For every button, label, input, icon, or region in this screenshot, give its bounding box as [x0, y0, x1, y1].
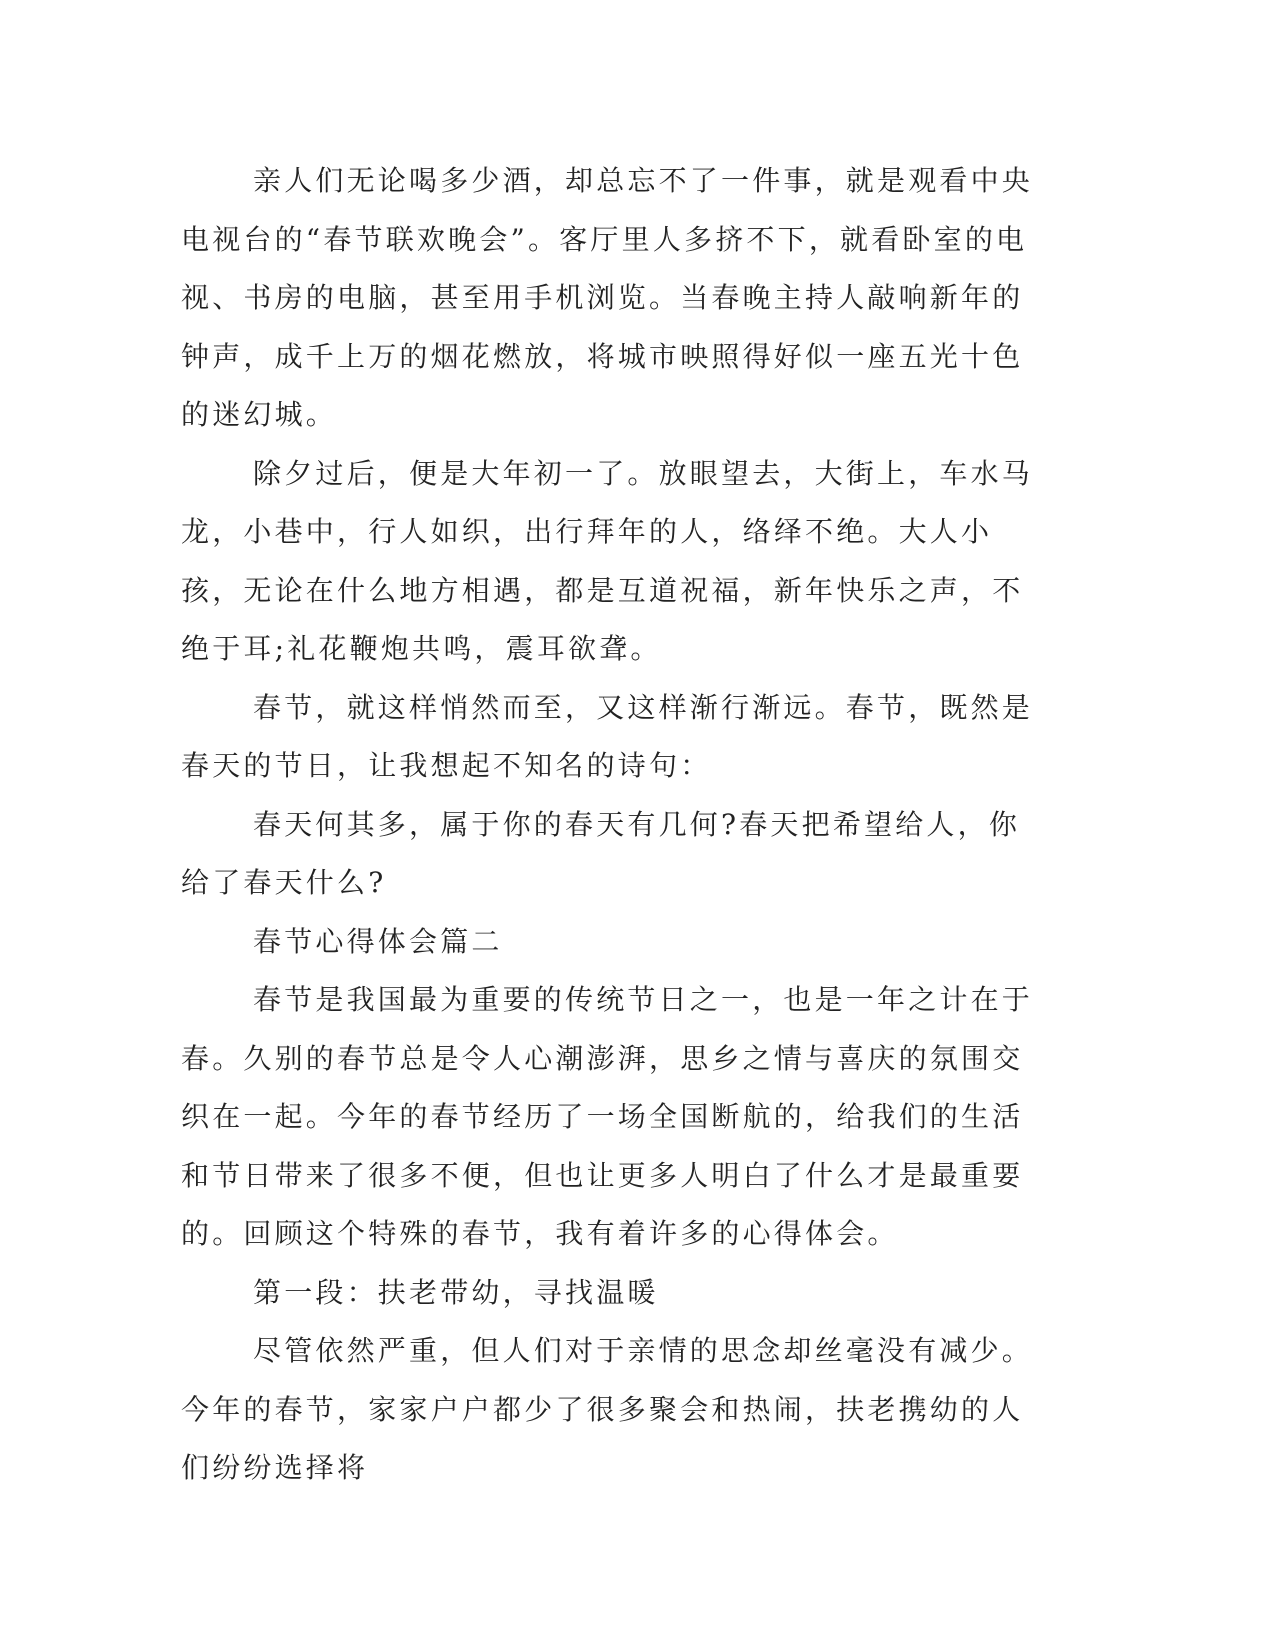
- document-body: [181, 152, 1041, 1498]
- paragraph-new-year-day: 除夕过后，便是大年初一了。放眼望去，大街上，车水马龙，小巷中，行人如织，出行拜年的人，络绎不绝。大人小孩，无论在什么地方相遇，都是互道祝福，新年快乐之声，不绝于耳;礼花鞭炮共鸣，震耳欲聋。: [181, 456, 1034, 665]
- paragraph-spring-festival-gala: 亲人们无论喝多少酒，却总忘不了一件事，就是观看中央电视台的“春节联欢晚会”。客厅里人多挤不下，就看卧室的电视、书房的电脑，甚至用手机浏览。当春晚主持人敲响新年的钟声，成千上万的烟花燃放，将城市映照得好似一座五光十色的迷幻城。: [181, 164, 1034, 431]
- section-heading-part-two: 春节心得体会篇二: [253, 924, 503, 958]
- paragraph-spring-festival-passing: 春节，就这样悄然而至，又这样渐行渐远。春节，既然是春天的节日，让我想起不知名的诗句：: [181, 690, 1034, 782]
- paragraph-family-warmth: 尽管依然严重，但人们对于亲情的思念却丝毫没有减少。今年的春节，家家户户都少了很多聚会和热闹，扶老携幼的人们纷纷选择将: [181, 1334, 1034, 1484]
- paragraph-part-two-intro: 春节是我国最为重要的传统节日之一，也是一年之计在于春。久别的春节总是令人心潮澎湃，思乡之情与喜庆的氛围交织在一起。今年的春节经历了一场全国断航的，给我们的生活和节日带来了很多不便，但也让更多人明白了什么才是最重要的。回顾这个特殊的春节，我有着许多的心得体会。: [181, 983, 1034, 1250]
- subheading-first-section: 第一段：扶老带幼，寻找温暖: [253, 1275, 659, 1309]
- paragraph-poem-lines: 春天何其多，属于你的春天有几何?春天把希望给人，你给了春天什么?: [181, 807, 1021, 899]
